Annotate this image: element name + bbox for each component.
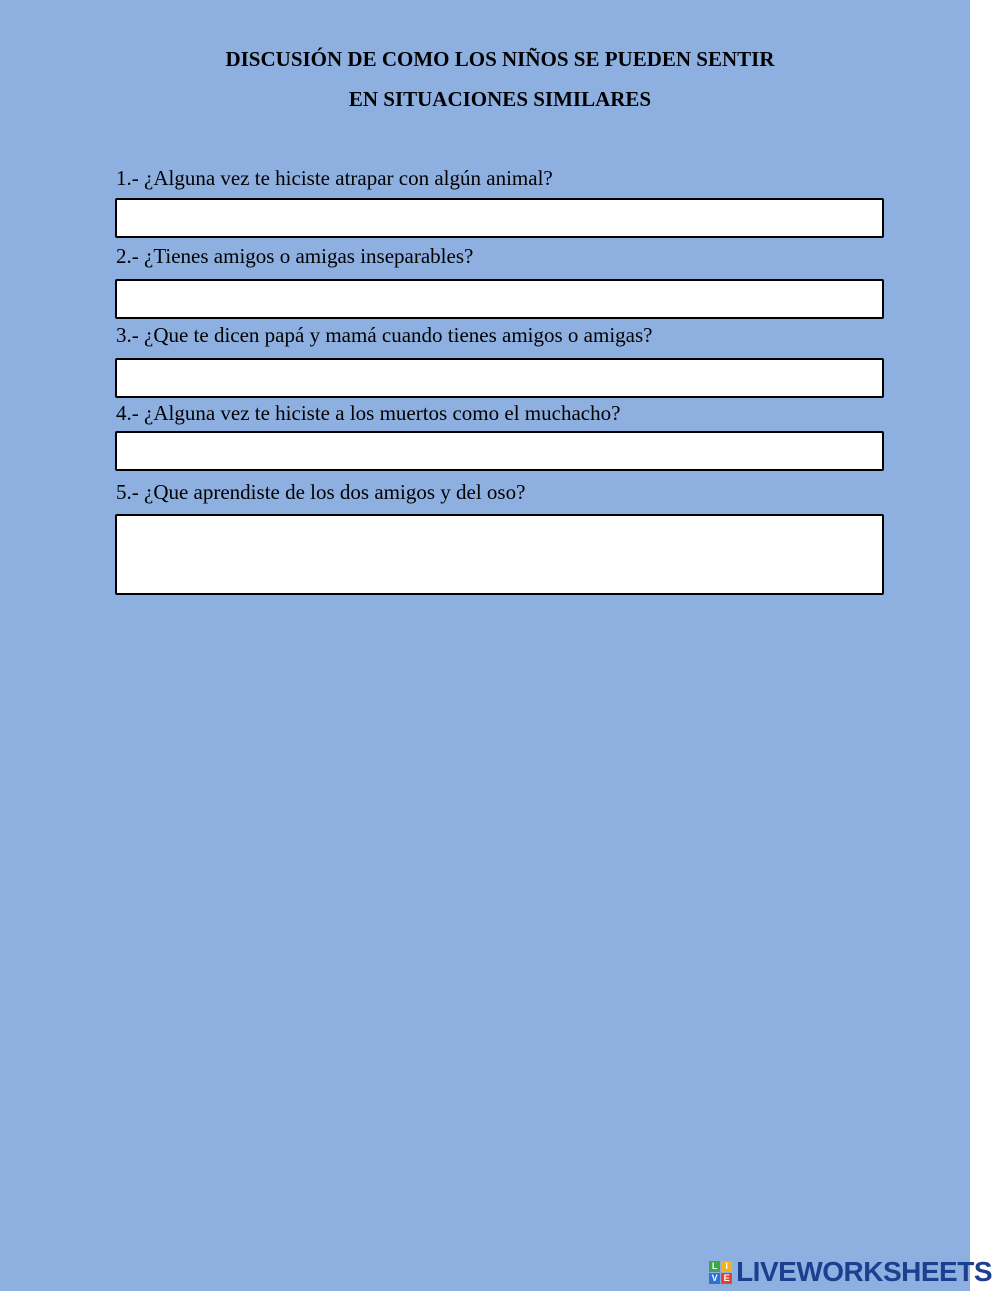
question-5: 5.- ¿Que aprendiste de los dos amigos y del oso?: [116, 480, 526, 504]
question-2: 2.- ¿Tienes amigos o amigas inseparables?: [116, 244, 474, 268]
liveworksheets-wordmark: LIVEWORKSHEETS: [736, 1256, 992, 1287]
answer-5-textarea[interactable]: [115, 514, 884, 595]
answer-2-input[interactable]: [115, 279, 884, 319]
worksheet-title-line2: EN SITUACIONES SIMILARES: [348, 87, 652, 111]
worksheet-title-line1: DISCUSIÓN DE COMO LOS NIÑOS SE PUEDEN SENTIR: [225, 47, 775, 71]
liveworksheets-branding: [709, 1257, 992, 1287]
answer-4-input[interactable]: [115, 431, 884, 471]
logo-letter-v: V: [709, 1273, 720, 1284]
logo-letter-i: I: [721, 1261, 732, 1272]
answer-3-input[interactable]: [115, 358, 884, 398]
answer-1-input[interactable]: [115, 198, 884, 238]
liveworksheets-logo-icon: [709, 1261, 732, 1284]
question-1: 1.- ¿Alguna vez te hiciste atrapar con algún animal?: [116, 166, 553, 190]
logo-letter-l: L: [709, 1261, 720, 1272]
logo-letter-e: E: [721, 1273, 732, 1284]
question-4: 4.- ¿Alguna vez te hiciste a los muertos como el muchacho?: [116, 401, 621, 425]
question-3: 3.- ¿Que te dicen papá y mamá cuando tienes amigos o amigas?: [116, 323, 653, 347]
